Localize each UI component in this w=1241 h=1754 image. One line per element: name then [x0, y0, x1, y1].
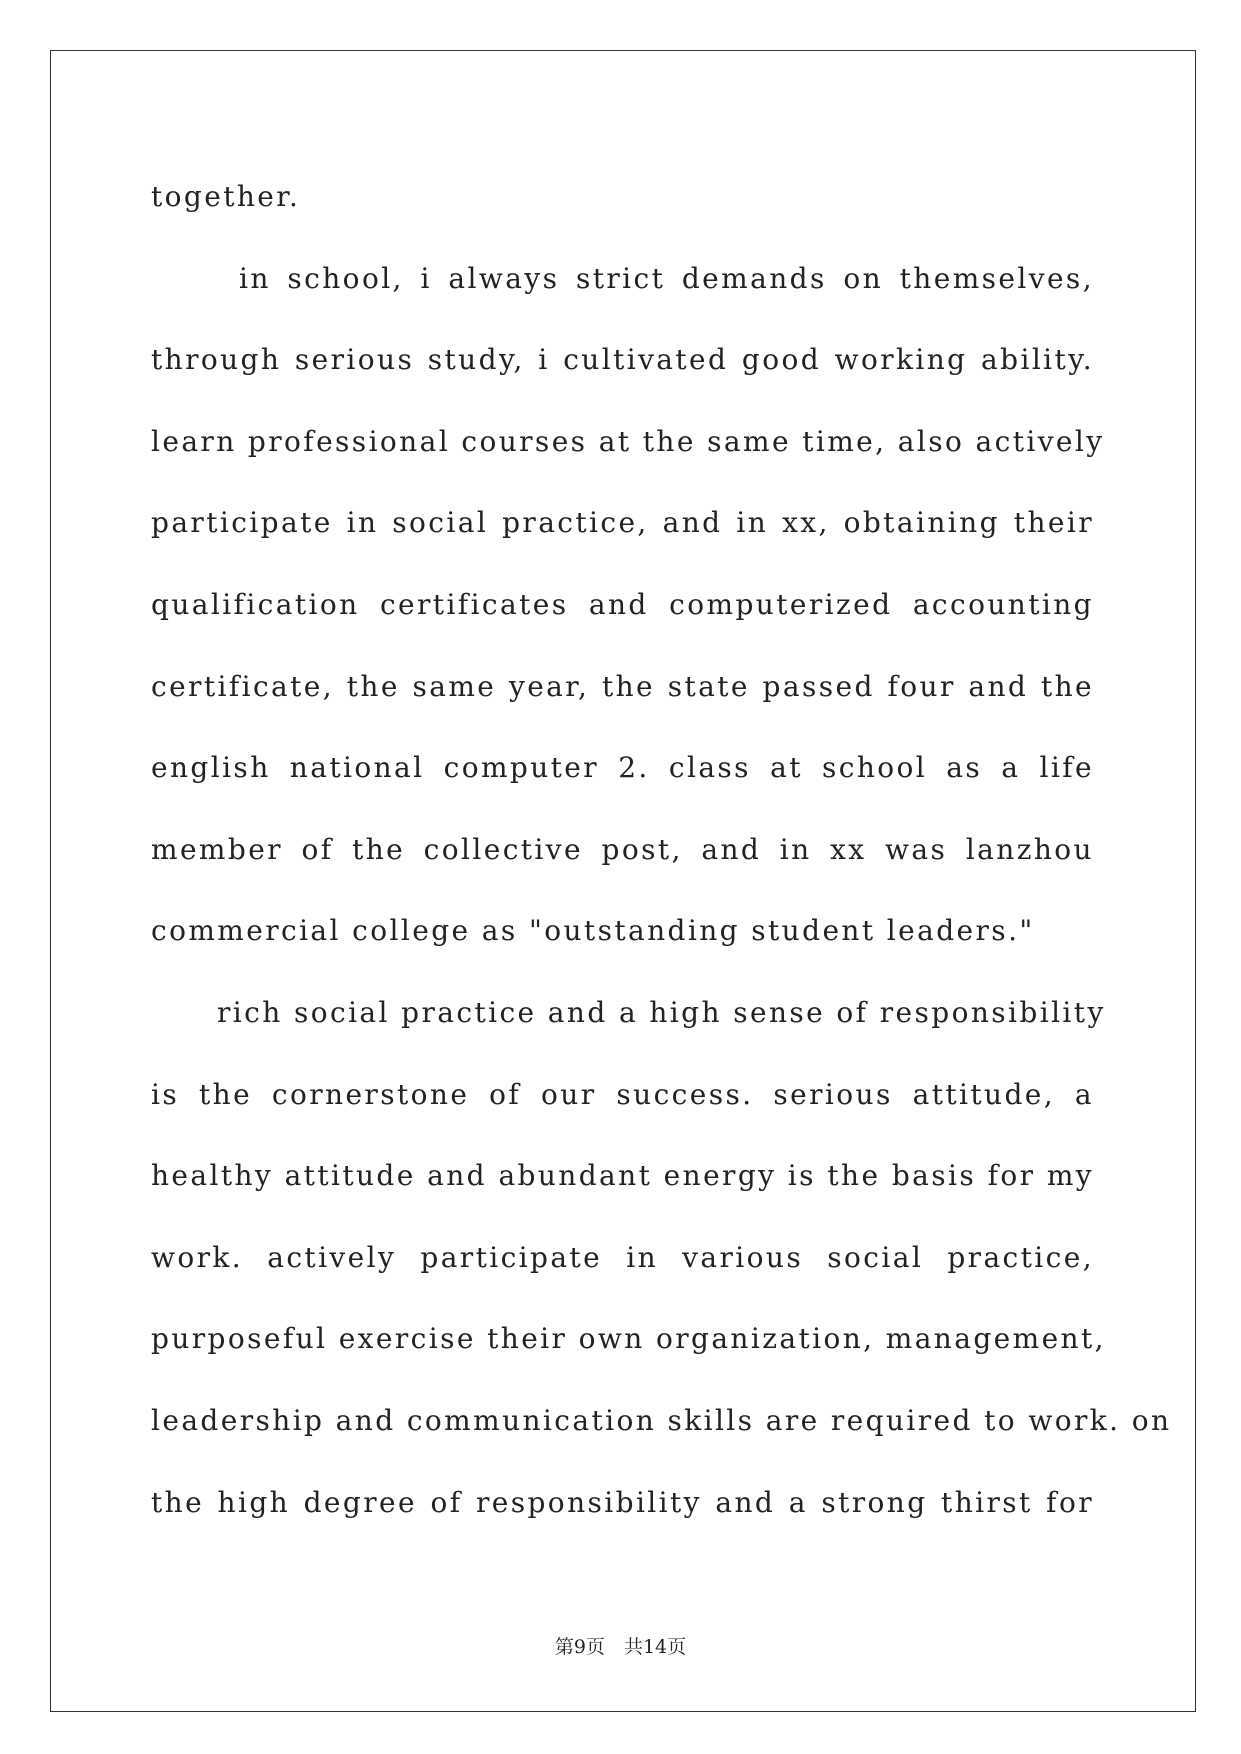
text-line: certificate, the same year, the state passed four and the — [151, 669, 1094, 703]
document-body — [151, 168, 1172, 1555]
text-line: purposeful exercise their own organization, management, — [151, 1322, 1106, 1356]
text-line: healthy attitude and abundant energy is the basis for my — [151, 1159, 1094, 1193]
text-line: through serious study, i cultivated good working ability. — [151, 343, 1094, 377]
text-line: qualification certificates and computerized accounting — [151, 587, 1094, 621]
page-number: 第9页 共14页 — [554, 1636, 687, 1658]
text-line: in school, i always strict demands on themselves, — [239, 261, 1094, 295]
text-line: rich social practice and a high sense of responsibility — [217, 995, 1106, 1029]
text-line: participate in social practice, and in xx, obtaining their — [151, 506, 1094, 540]
text-line: member of the collective post, and in xx was lanzhou — [151, 832, 1094, 866]
text-line: leadership and communication skills are required to work. on — [151, 1403, 1172, 1437]
text-line: learn professional courses at the same time, also actively — [151, 424, 1105, 458]
text-line: work. actively participate in various social practice, — [151, 1240, 1094, 1274]
text-line: the high degree of responsibility and a strong thirst for — [151, 1485, 1094, 1519]
text-line: english national computer 2. class at school as a life — [151, 751, 1094, 785]
text-line: together. — [151, 180, 301, 213]
text-line: commercial college as "outstanding student leaders." — [151, 914, 1035, 948]
page-footer — [0, 1632, 1241, 1659]
text-line: is the cornerstone of our success. serious attitude, a — [151, 1077, 1094, 1111]
